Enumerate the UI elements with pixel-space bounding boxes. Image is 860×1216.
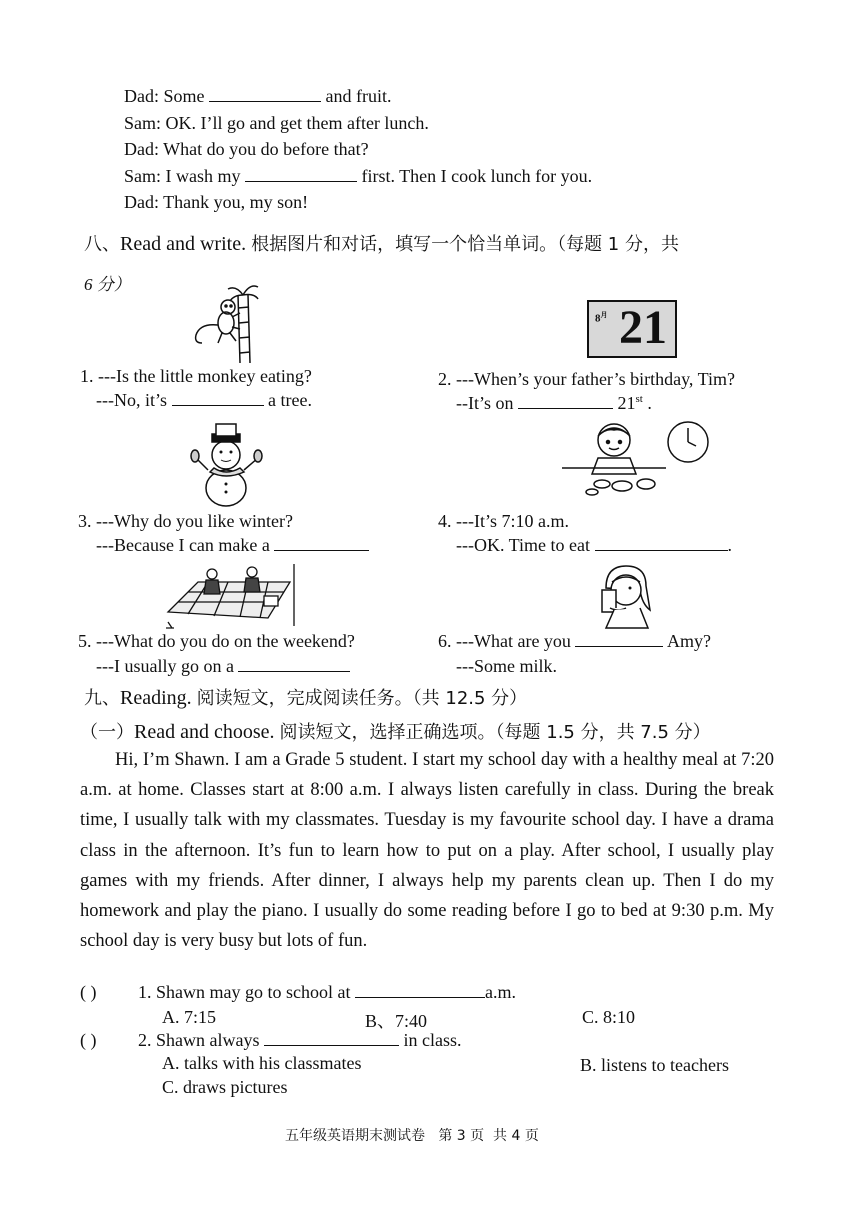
answer-blank[interactable]	[355, 983, 485, 998]
dialogue-line-4	[124, 166, 592, 187]
dialogue-text: and fruit.	[321, 86, 392, 106]
answer-blank[interactable]	[245, 167, 357, 182]
mcq-1-paren[interactable]: ( )	[80, 982, 97, 1002]
answer-blank[interactable]	[172, 391, 264, 406]
dialogue-text: Dad: Some	[124, 86, 209, 106]
question-8-5: 5. ---What do you do on the weekend?	[78, 631, 355, 651]
dialogue-text: Sam: I wash my	[124, 166, 245, 186]
calendar-picture	[587, 300, 677, 358]
mcq-1-option-a[interactable]: A. 7:15	[162, 1007, 216, 1027]
mcq-2-option-c[interactable]: C. draws pictures	[162, 1077, 288, 1097]
section-title-zh: 根据图片和对话，填写一个恰当单词。（每题 1 分，共	[251, 234, 679, 255]
dialogue-text: Dad: Thank you, my son!	[124, 192, 309, 212]
answer-blank[interactable]	[238, 657, 350, 672]
mcq-1-option-c[interactable]: C. 8:10	[582, 1007, 636, 1027]
dialogue-text: first. Then I cook lunch for you.	[357, 166, 593, 186]
section-title-en: Read and write.	[120, 233, 247, 255]
answer-blank[interactable]	[595, 536, 728, 551]
picnic-picture	[164, 562, 300, 632]
mcq-2-option-a[interactable]: A. talks with his classmates	[162, 1053, 362, 1073]
answer-blank[interactable]	[274, 536, 369, 551]
mcq-1-option-b[interactable]: B、7:40	[365, 1011, 428, 1031]
answer-blank[interactable]	[518, 394, 613, 409]
monkey-climbing-tree-picture	[188, 283, 260, 365]
reading-passage: Hi, I’m Shawn. I am a Grade 5 student. I start my school day with a healthy meal at 7:20 a.m. at home. Classes start at 8:00 a.m. I always listen carefully in class. During the break time, I usually talk with my classmates. Tuesday is my favourite school day. I have a drama class in the afternoon. It’s fun to learn how to put on a play. After school, I usually play games with my friends. After dinner, I always help my parents clean up. Then I do my homework and play the piano. I usually do some reading before I go to bed at 9:30 p.m. My school day is very busy but lots of fun.	[80, 750, 774, 952]
dialogue-line-1	[124, 86, 391, 107]
mcq-1-stem: 1. Shawn may go to school at a.m.	[138, 982, 516, 1002]
answer-8-1: ---No, it’s a tree.	[96, 390, 312, 410]
answer-8-6: ---Some milk.	[456, 656, 557, 676]
answer-8-3: ---Because I can make a	[96, 535, 369, 556]
calendar-day: 21	[619, 301, 667, 354]
section-number: 八、	[84, 234, 120, 255]
section-title-en: Reading.	[120, 687, 192, 709]
dialogue-line-5	[124, 192, 308, 213]
section-8-heading	[84, 230, 679, 256]
answer-blank[interactable]	[264, 1031, 399, 1046]
answer-blank[interactable]	[209, 87, 321, 102]
dialogue-text: Sam: OK. I’ll go and get them after lunch.	[124, 113, 429, 133]
answer-8-5: ---I usually go on a	[96, 656, 350, 677]
mcq-2-option-b[interactable]: B. listens to teachers	[580, 1055, 729, 1075]
section-9-heading	[84, 684, 527, 710]
boy-eating-breakfast-picture	[562, 418, 712, 508]
part-1-heading	[80, 718, 711, 744]
girl-drinking-milk-picture	[588, 560, 660, 630]
question-8-4: 4. ---It’s 7:10 a.m.	[438, 511, 569, 531]
dialogue-line-3	[124, 139, 369, 160]
question-8-3: 3. ---Why do you like winter?	[78, 511, 293, 531]
dialogue-text: Dad: What do you do before that?	[124, 139, 369, 159]
page-footer: 五年级英语期末测试卷 第 3 页 共 4 页	[285, 1128, 539, 1144]
question-8-6: 6. ---What are you Amy?	[438, 631, 711, 651]
section-title-zh: 阅读短文，完成阅读任务。（共 12.5 分）	[196, 688, 528, 709]
mcq-2-paren[interactable]: ( )	[80, 1030, 97, 1050]
section-number: 九、	[84, 688, 120, 709]
section-8-heading-cont: 6 分）	[84, 275, 131, 294]
dialogue-line-2	[124, 113, 429, 134]
question-8-1: 1. ---Is the little monkey eating?	[80, 366, 312, 386]
calendar-month: $8^月$	[595, 311, 608, 325]
snowman-picture	[188, 420, 264, 510]
part-title-en: Read and choose.	[134, 721, 275, 743]
answer-blank[interactable]	[575, 632, 663, 647]
part-number: （一）	[80, 722, 134, 743]
question-8-2: 2. ---When’s your father’s birthday, Tim?	[438, 369, 735, 389]
part-title-zh: 阅读短文，选择正确选项。（每题 1.5 分，共 7.5 分）	[279, 722, 711, 743]
answer-8-4: ---OK. Time to eat .	[456, 535, 732, 555]
answer-8-2: --It’s on 21st .	[456, 393, 652, 413]
mcq-2-stem: 2. Shawn always in class.	[138, 1030, 462, 1050]
